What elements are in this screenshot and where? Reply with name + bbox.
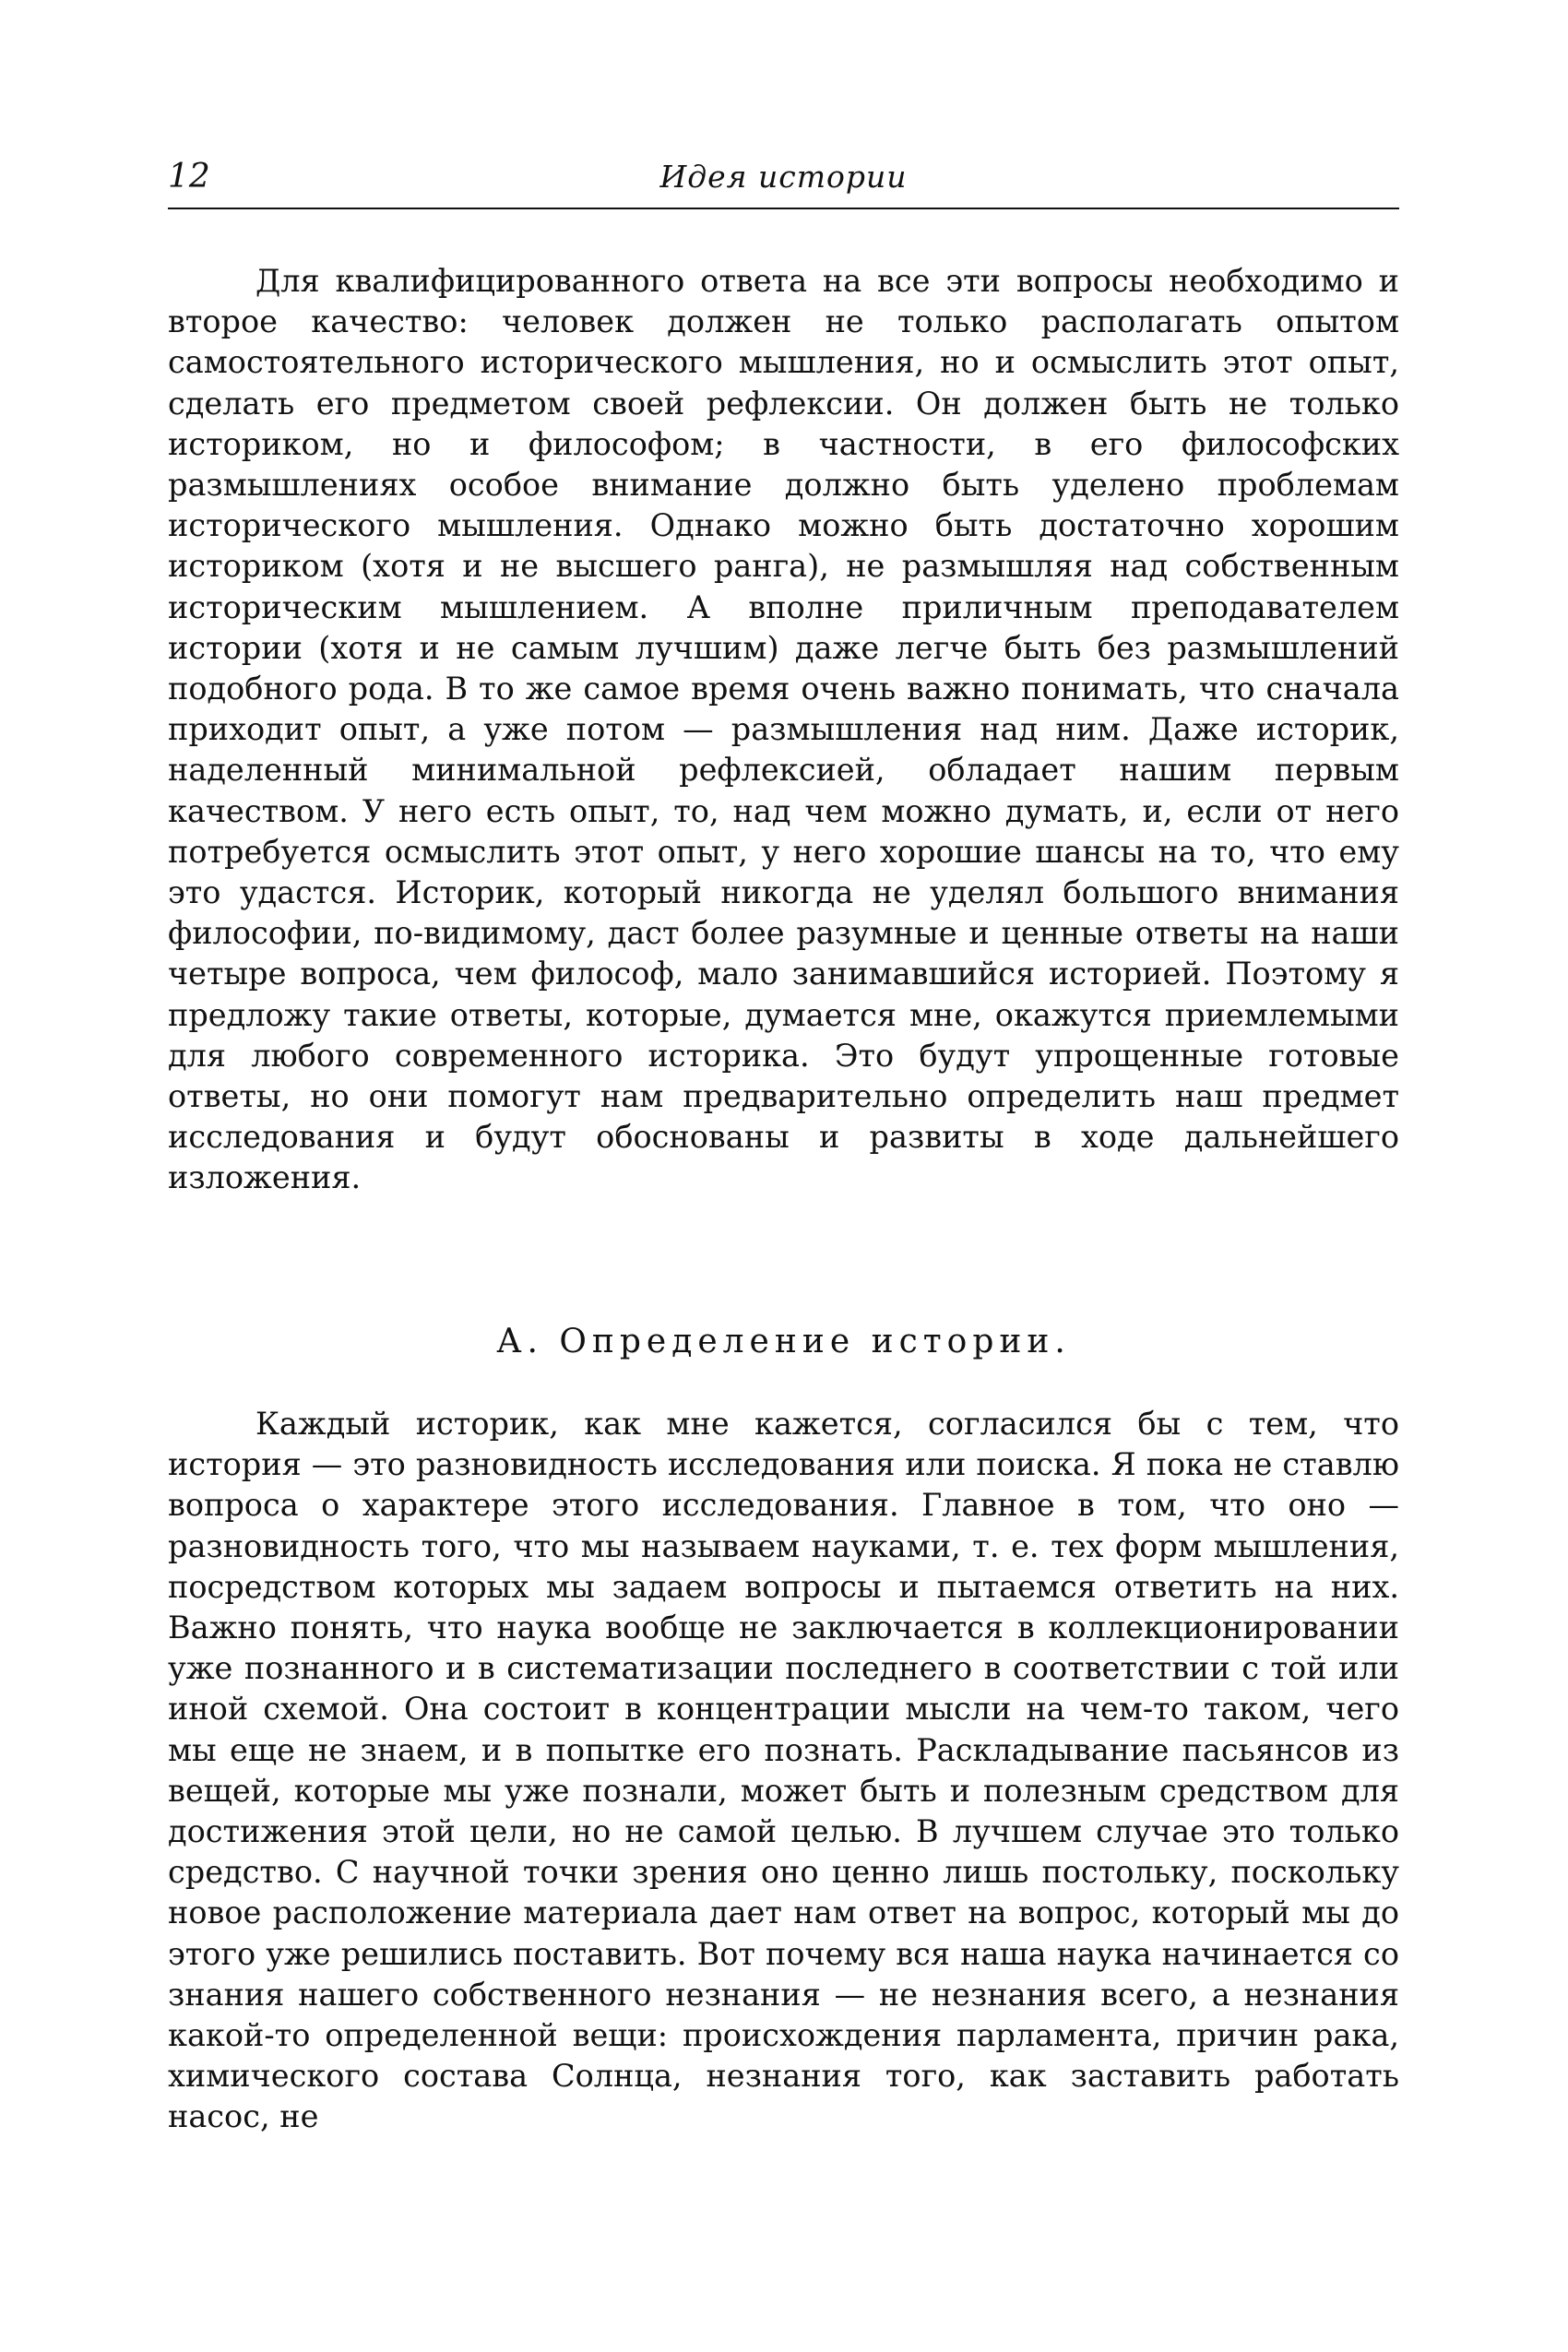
body-text-block [168, 261, 1399, 1199]
running-title: Идея истории [659, 159, 908, 195]
paragraph: Каждый историк, как мне кажется, согласился бы с тем, что история — это разновидность исследования или поиска. Я пока не ставлю вопроса о характере этого исследования. Главное в том, что оно — разновидность того, что мы называем науками, т. е. тех форм мышления, посредством которых мы задаем вопросы и пытаемся ответить на них. Важно понять, что наука вообще не заключается в коллекционировании уже познанного и в систематизации последнего в соответствии с той или иной схемой. Она состоит в концентрации мысли на чем-то таком, чего мы еще не знаем, и в попытке его познать. Раскладывание пасьянсов из вещей, которые мы уже познали, может быть и полезным средством для достижения этой цели, но не самой целью. В лучшем случае это только средство. С научной точки зрения оно ценно лишь постольку, поскольку новое расположение материала дает нам ответ на вопрос, который мы до этого уже решились поставить. Вот почему вся наша наука начинается со знания нашего собственного незнания — не незнания всего, а незнания какой-то определенной вещи: происхождения парламента, причин рака, химического состава Солнца, незнания того, как заставить работать насос, не [168, 1406, 1399, 2135]
page-number: 12 [168, 158, 210, 196]
running-head [168, 155, 1399, 203]
header-rule [168, 208, 1399, 209]
body-text-block [168, 1404, 1399, 2138]
paragraph: Для квалифицированного ответа на все эти вопросы необходимо и второе качество: человек должен не только располагать опытом самостоятельного исторического мышления, но и осмыслить этот опыт, сделать его предметом своей рефлексии. Он должен быть не только историком, но и философом; в частности, в его философских размышлениях особое внимание должно быть уделено проблемам исторического мышления. Однако можно быть достаточно хорошим историком (хотя и не высшего ранга), не размышляя над собственным историческим мышлением. А вполне приличным преподавателем истории (хотя и не самым лучшим) даже легче быть без размышлений подобного рода. В то же самое время очень важно понимать, что сначала приходит опыт, а уже потом — размышления над ним. Даже историк, наделенный минимальной рефлексией, обладает нашим первым качеством. У него есть опыт, то, над чем можно думать, и, если от него потребуется осмыслить этот опыт, у него хорошие шансы на то, что ему это удастся. Историк, который никогда не уделял большого внимания философии, по-видимому, даст более разумные и ценные ответы на наши четыре вопроса, чем философ, мало занимавшийся историей. Поэтому я предложу такие ответы, которые, думается мне, окажутся приемлемыми для любого современного историка. Это будут упрощенные готовые ответы, но они помогут нам предварительно определить наш предмет исследования и будут обоснованы и развиты в ходе дальнейшего изложения. [168, 263, 1399, 1196]
section-heading: А. Определение истории. [496, 1323, 1071, 1360]
